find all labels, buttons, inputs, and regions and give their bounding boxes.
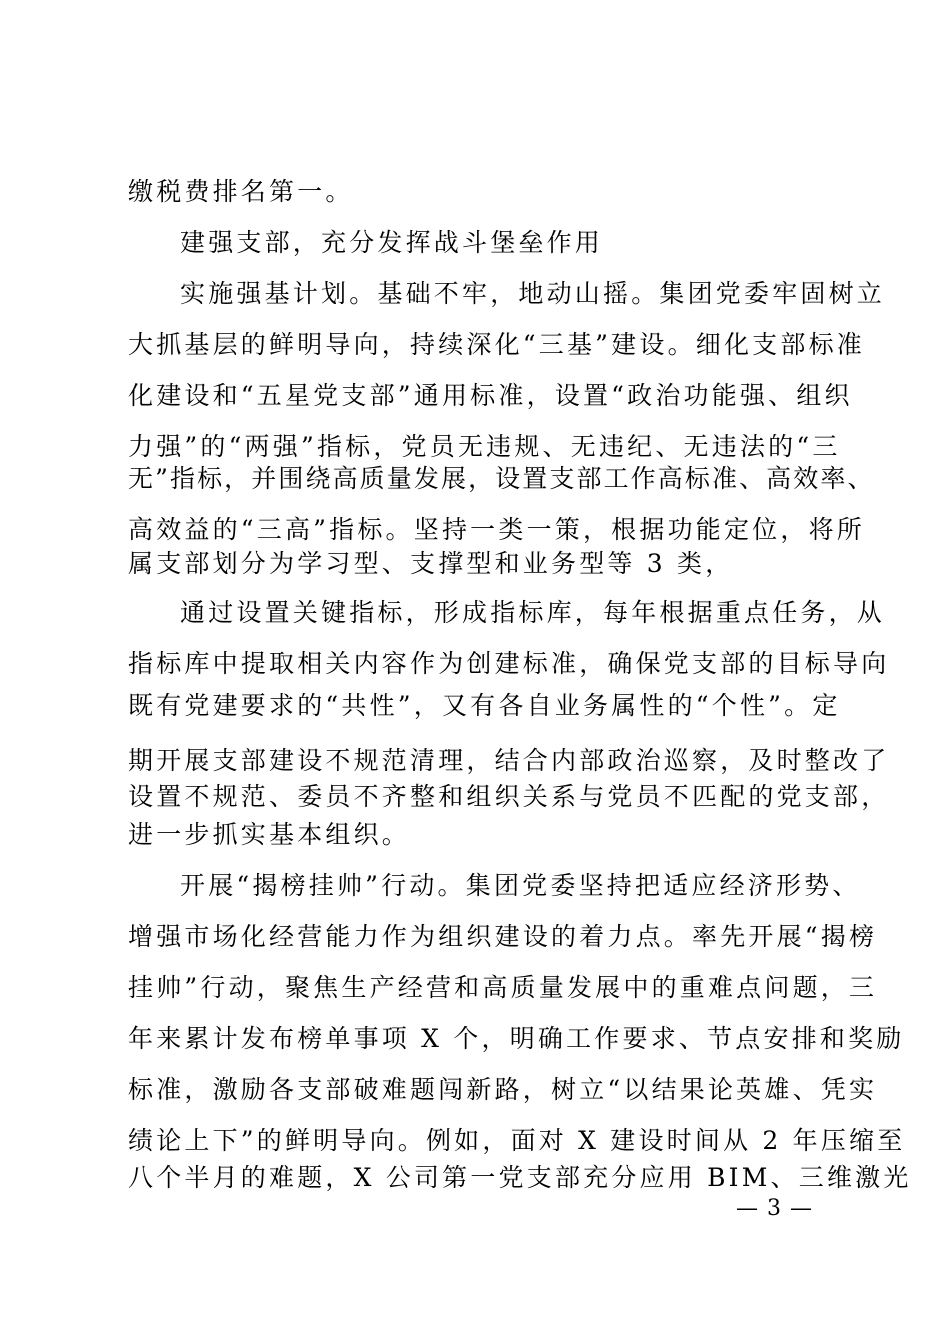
paragraph-line: 指标库中提取相关内容作为创建标准，确保党支部的目标导向 — [128, 649, 890, 678]
paragraph-line: 力强”的“两强”指标，党员无违规、无违纪、无违法的“三 — [128, 432, 841, 461]
paragraph-line: 开展“揭榜挂帅”行动。集团党委坚持把适应经济形势、 — [180, 871, 861, 900]
paragraph-line: 通过设置关键指标，形成指标库，每年根据重点任务，从 — [180, 598, 886, 627]
paragraph-line: 缴税费排名第一。 — [128, 177, 354, 206]
paragraph-line: 年来累计发布榜单事项 X 个，明确工作要求、节点安排和奖励 — [128, 1024, 905, 1053]
paragraph-line: 大抓基层的鲜明导向，持续深化“三基”建设。细化支部标准 — [128, 330, 865, 359]
paragraph-line: 设置不规范、委员不齐整和组织关系与党员不匹配的党支部， — [128, 782, 890, 811]
paragraph-line: 期开展支部建设不规范清理，结合内部政治巡察，及时整改了 — [128, 746, 890, 775]
paragraph-line: 挂帅”行动，聚焦生产经营和高质量发展中的重难点问题，三 — [128, 973, 878, 1002]
paragraph-line: 增强市场化经营能力作为组织建设的着力点。率先开展“揭榜 — [128, 922, 878, 951]
paragraph-line: 标准，激励各支部破难题闯新路，树立“以结果论英雄、凭实 — [128, 1075, 878, 1104]
paragraph-line: 八个半月的难题，X 公司第一党支部充分应用 BIM、三维激光 — [128, 1163, 912, 1192]
paragraph-line: 化建设和“五星党支部”通用标准，设置“政治功能强、组织 — [128, 381, 853, 410]
paragraph-line: 实施强基计划。基础不牢，地动山摇。集团党委牢固树立 — [180, 279, 886, 308]
section-heading: 建强支部，充分发挥战斗堡垒作用 — [180, 228, 604, 257]
paragraph-line: 绩论上下”的鲜明导向。例如，面对 X 建设时间从 2 年压缩至 — [128, 1126, 906, 1155]
paragraph-line: 无”指标，并围绕高质量发展，设置支部工作高标准、高效率、 — [128, 464, 875, 493]
paragraph-line: 高效益的“三高”指标。坚持一类一策，根据功能定位，将所 — [128, 515, 865, 544]
paragraph-line: 属支部划分为学习型、支撑型和业务型等 3 类， — [128, 549, 734, 578]
paragraph-line: 进一步抓实基本组织。 — [128, 820, 411, 849]
page-number: — 3 — — [736, 1196, 813, 1221]
paragraph-line: 既有党建要求的“共性”，又有各自业务属性的“个性”。定 — [128, 691, 841, 720]
